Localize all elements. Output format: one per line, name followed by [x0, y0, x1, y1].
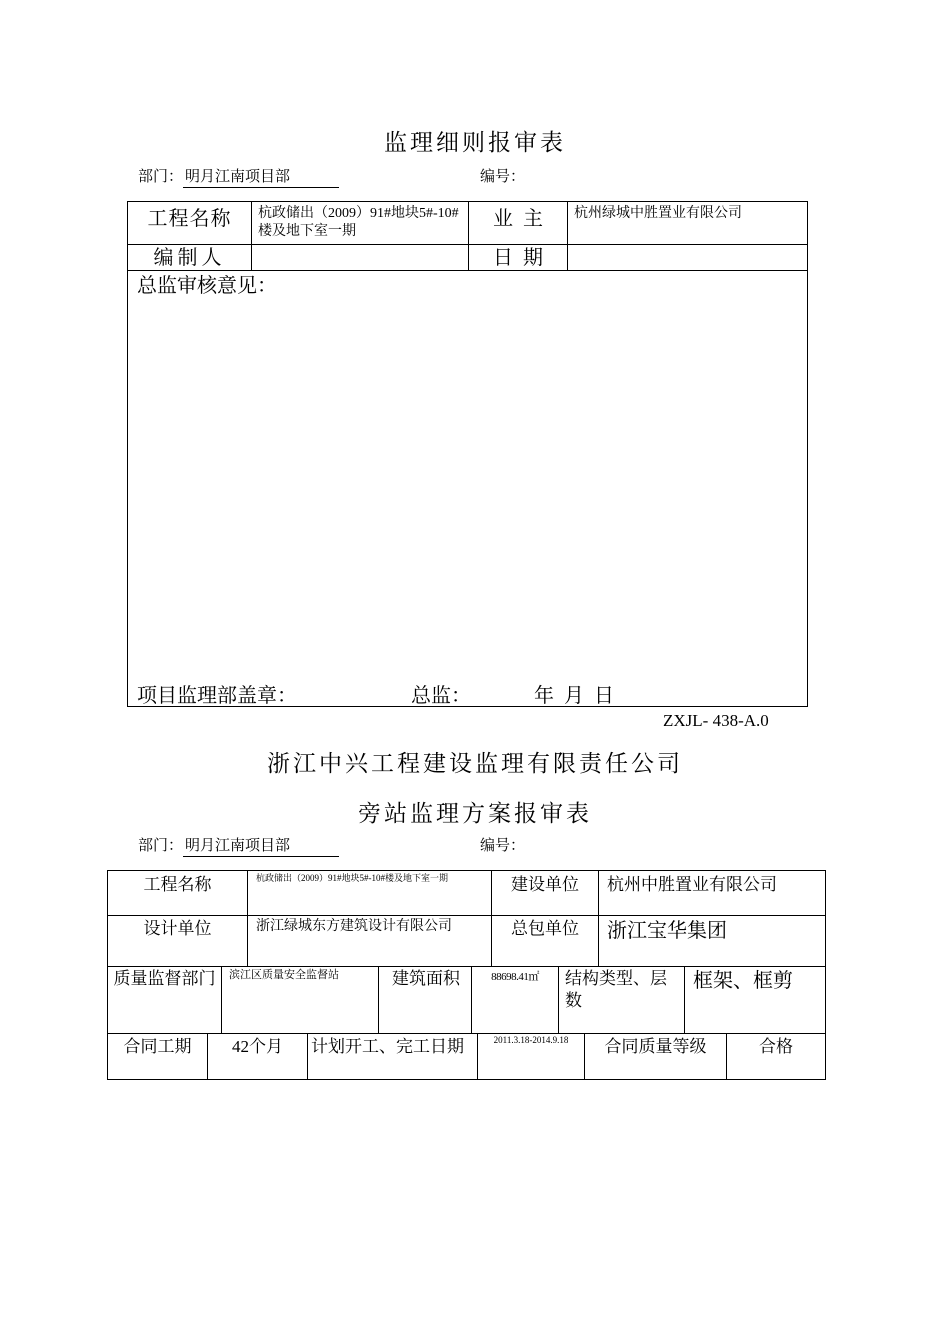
form1-title: 监理细则报审表 — [384, 130, 566, 156]
form2-quality-dept-value: 滨江区质量安全监督站 — [229, 969, 339, 981]
form1-stamp-label: 项目监理部盖章： — [137, 685, 297, 707]
form2-table — [107, 870, 826, 1080]
form2-quality-dept-label: 质量监督部门 — [113, 969, 216, 988]
form2-contractor-value: 浙江宝华集团 — [607, 920, 727, 942]
form2-designer-value: 浙江绿城东方建筑设计有限公司 — [256, 919, 452, 934]
form1-date-sign: 年 月 日 — [534, 685, 614, 707]
form2-quality-level-value: 合格 — [759, 1037, 793, 1056]
form2-dept-value: 明月江南项目部 — [183, 834, 339, 857]
form2-period-value: 42个月 — [232, 1037, 283, 1056]
form1-project-name-value: 杭政储出（2009）91#地块5#-10#楼及地下室一期 — [258, 206, 459, 240]
form1-number-label: 编号： — [480, 169, 526, 185]
form2-period-label: 合同工期 — [123, 1037, 192, 1056]
form1-dept-value: 明月江南项目部 — [183, 165, 339, 188]
form1-dept-label: 部门： — [138, 169, 184, 185]
form2-dept-line — [138, 834, 339, 857]
form2-designer-label: 设计单位 — [143, 919, 212, 938]
form2-quality-level-label: 合同质量等级 — [604, 1037, 707, 1056]
form2-dept-label: 部门： — [138, 838, 184, 854]
form2-area-value: 88698.41㎡ — [491, 971, 539, 983]
form2-structure-value: 框架、框剪 — [693, 970, 793, 992]
form-code: ZXJL- 438-A.0 — [663, 711, 769, 730]
form1-owner-value: 杭州绿城中胜置业有限公司 — [574, 206, 742, 221]
form2-builder-value: 杭州中胜置业有限公司 — [607, 875, 777, 894]
form1-dept-line — [138, 165, 339, 188]
form1-date-label: 日 期 — [493, 247, 543, 269]
form1-owner-label: 业 主 — [493, 208, 543, 230]
form2-project-name-value: 杭政储出（2009）91#地块5#-10#楼及地下室一期 — [256, 873, 448, 883]
form2-title: 旁站监理方案报审表 — [358, 801, 592, 827]
form1-director-label: 总监： — [411, 685, 471, 707]
form2-plan-dates-label: 计划开工、完工日期 — [311, 1037, 464, 1056]
form2-number-label: 编号： — [480, 838, 526, 854]
form2-structure-label: 结构类型、层数 — [565, 969, 667, 1011]
form2-contractor-label: 总包单位 — [511, 919, 579, 938]
form1-compiler-label: 编制人 — [153, 247, 226, 269]
form1-opinion-label: 总监审核意见： — [137, 275, 277, 297]
form2-project-name-label: 工程名称 — [143, 875, 212, 894]
form2-area-label: 建筑面积 — [392, 969, 460, 988]
form1-project-name-label: 工程名称 — [147, 208, 232, 230]
form1-table — [127, 201, 808, 707]
form2-builder-label: 建设单位 — [511, 875, 579, 894]
form2-plan-dates-value: 2011.3.18-2014.9.18 — [493, 1035, 569, 1045]
company-name: 浙江中兴工程建设监理有限责任公司 — [267, 751, 683, 777]
